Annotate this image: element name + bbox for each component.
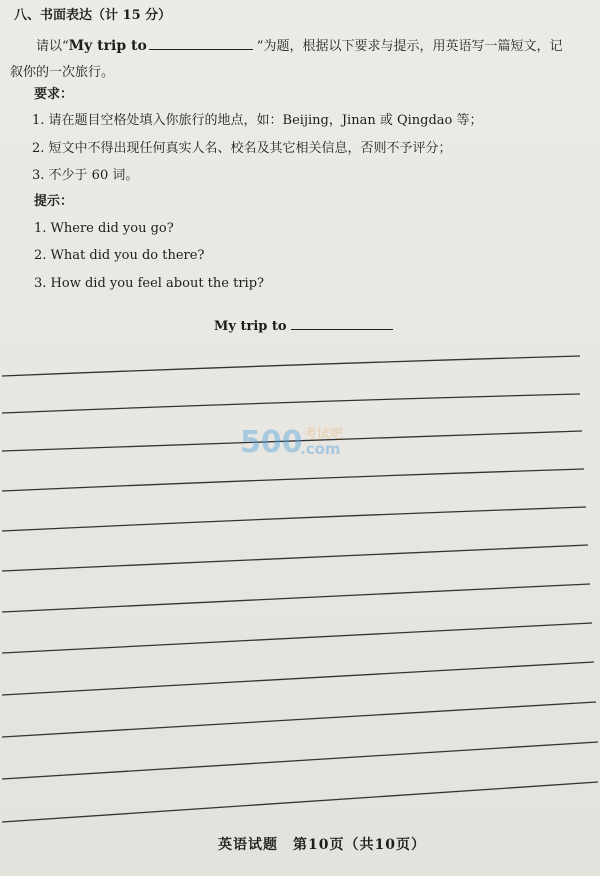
hints-heading: 提示： xyxy=(34,194,74,209)
intro-title-words: My trip to xyxy=(68,38,147,54)
writing-line xyxy=(2,702,596,737)
hint-item: 3. How did you feel about the trip? xyxy=(34,276,264,291)
intro-prefix: 请以“ xyxy=(36,39,69,54)
writing-line xyxy=(2,469,584,491)
watermark-site: 考试吧 xyxy=(304,427,344,442)
watermark-logo xyxy=(238,422,368,466)
watermark-logo-icon xyxy=(238,422,368,462)
section-title: 八、书面表达（计 15 分） xyxy=(14,8,172,23)
writing-line xyxy=(2,584,590,612)
intro-line-2: 叙你的一次旅行。 xyxy=(10,65,115,80)
watermark-domain: .com xyxy=(300,440,341,458)
writing-line xyxy=(2,782,598,822)
writing-line xyxy=(2,356,580,376)
requirement-item: 1. 请在题目空格处填入你旅行的地点，如：Beijing，Jinan 或 Qingdao 等； xyxy=(32,113,483,128)
requirements-heading: 要求： xyxy=(34,87,74,102)
writing-line xyxy=(2,545,588,571)
requirement-item: 2. 短文中不得出现任何真实人名、校名及其它相关信息，否则不予评分； xyxy=(32,141,452,156)
intro-suffix: ”为题，根据以下要求与提示，用英语写一篇短文，记 xyxy=(256,39,563,54)
writing-line xyxy=(2,623,592,653)
hint-item: 1. Where did you go? xyxy=(34,221,174,236)
writing-line xyxy=(2,394,580,413)
writing-line xyxy=(2,742,598,779)
page-footer: 英语试题 第10页（共10页） xyxy=(218,837,426,853)
hint-item: 2. What did you do there? xyxy=(34,248,205,263)
writing-line xyxy=(2,662,594,695)
watermark-number: 500 xyxy=(240,425,303,460)
essay-title-text: My trip to xyxy=(214,319,287,334)
requirement-item: 3. 不少于 60 词。 xyxy=(32,168,139,183)
writing-line xyxy=(2,507,586,531)
